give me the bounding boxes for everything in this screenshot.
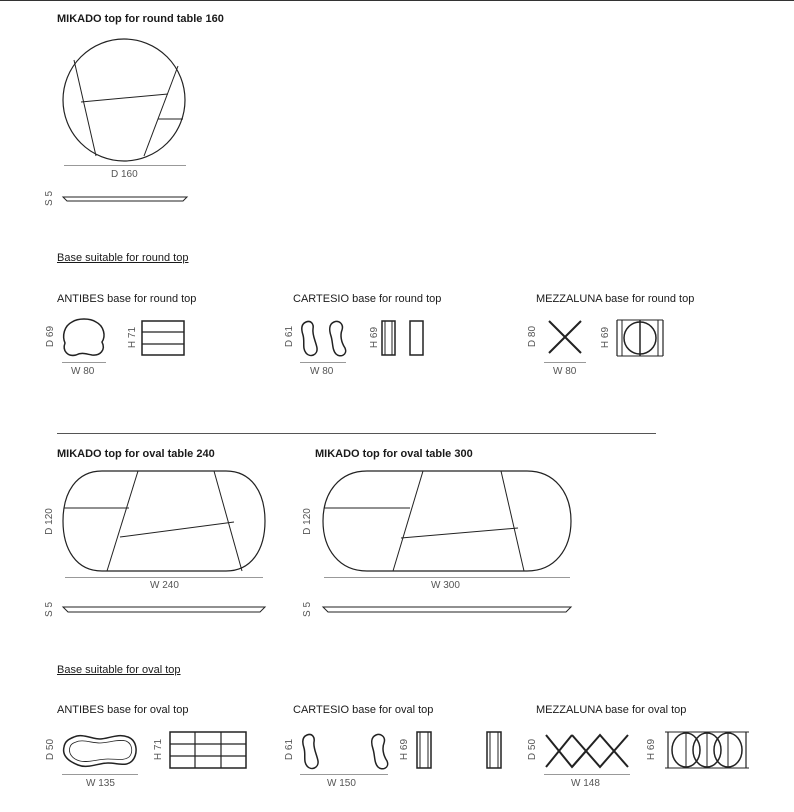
cartesio-oval-width-line [300,774,388,775]
oval-300-top-drawing [322,469,572,573]
oval-300-title: MIKADO top for oval table 300 [315,448,473,460]
mezzaluna-oval-plan [544,733,630,769]
oval-bases-section-label: Base suitable for oval top [57,664,181,676]
cartesio-oval-height-label: H 69 [399,738,411,761]
round-top-diameter-label: D 160 [111,169,138,180]
cartesio-oval-width-label: W 150 [327,778,356,789]
antibes-oval-plan [62,733,138,769]
mezzaluna-oval-elevation [664,731,750,769]
antibes-oval-elevation [169,731,247,769]
round-top-side-profile [62,196,188,202]
cartesio-round-plan [300,320,348,358]
oval-300-side-profile [322,606,572,614]
oval-300-width-line [324,577,570,578]
oval-300-thickness-label: S 5 [302,601,314,618]
antibes-round-plan [62,318,106,358]
cartesio-round-height-label: H 69 [369,326,381,349]
cartesio-oval-elevation-left [416,731,432,769]
mezzaluna-round-plan [546,318,584,356]
antibes-round-title: ANTIBES base for round top [57,293,197,305]
mezzaluna-round-depth-label: D 80 [527,325,539,348]
mezzaluna-round-height-label: H 69 [600,326,612,349]
antibes-oval-height-label: H 71 [153,738,165,761]
section-divider [57,433,656,434]
antibes-round-height-label: H 71 [127,326,139,349]
round-bases-section-label: Base suitable for round top [57,252,189,264]
top-border [0,0,794,1]
round-top-drawing [62,38,186,162]
oval-240-width-line [65,577,263,578]
round-top-title: MIKADO top for round table 160 [57,13,224,25]
oval-240-title: MIKADO top for oval table 240 [57,448,215,460]
mezzaluna-oval-width-label: W 148 [571,778,600,789]
cartesio-oval-title: CARTESIO base for oval top [293,704,434,716]
mezzaluna-round-elevation [616,319,664,357]
antibes-oval-width-line [62,774,138,775]
oval-300-depth-label: D 120 [301,508,313,535]
mezzaluna-round-width-line [544,362,586,363]
antibes-oval-title: ANTIBES base for oval top [57,704,189,716]
oval-240-thickness-label: S 5 [44,601,56,618]
oval-300-width-label: W 300 [431,580,460,591]
antibes-round-depth-label: D 69 [45,325,57,348]
oval-240-width-label: W 240 [150,580,179,591]
mezzaluna-oval-height-label: H 69 [646,738,658,761]
antibes-round-elevation [141,320,185,356]
antibes-round-width-label: W 80 [71,366,95,377]
cartesio-oval-plan [300,733,390,771]
cartesio-round-width-label: W 80 [310,366,334,377]
cartesio-round-elevation [381,320,425,356]
oval-240-side-profile [62,606,266,614]
cartesio-round-title: CARTESIO base for round top [293,293,442,305]
cartesio-oval-depth-label: D 61 [284,738,296,761]
mezzaluna-oval-width-line [544,774,630,775]
round-top-width-line [64,165,186,166]
mezzaluna-oval-depth-label: D 50 [527,738,539,761]
mezzaluna-oval-title: MEZZALUNA base for oval top [536,704,687,716]
cartesio-round-width-line [300,362,346,363]
oval-240-depth-label: D 120 [43,508,55,535]
antibes-oval-width-label: W 135 [86,778,115,789]
cartesio-oval-elevation-right [486,731,502,769]
mezzaluna-round-title: MEZZALUNA base for round top [536,293,695,305]
round-top-thickness-label: S 5 [44,190,56,207]
antibes-round-width-line [62,362,106,363]
cartesio-round-depth-label: D 61 [284,325,296,348]
mezzaluna-round-width-label: W 80 [553,366,577,377]
antibes-oval-depth-label: D 50 [45,738,57,761]
oval-240-top-drawing [62,469,266,573]
